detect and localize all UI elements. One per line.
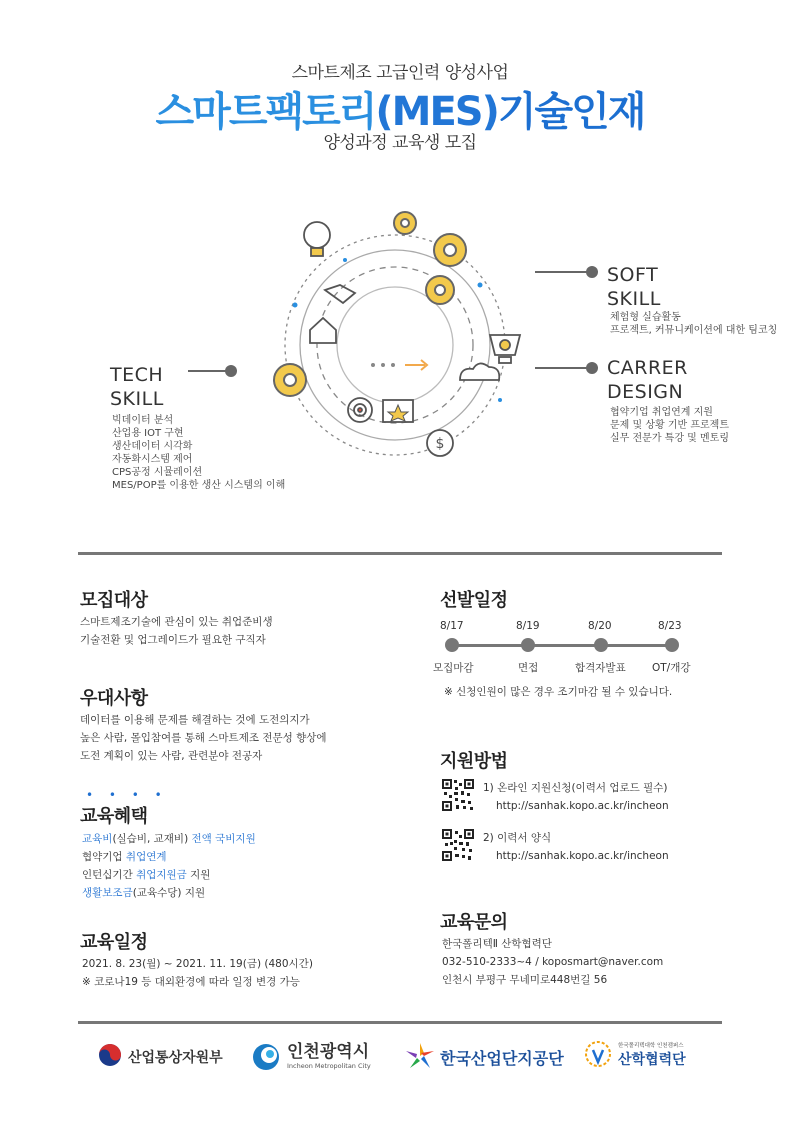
soft-skill-head-line2: SKILL (607, 288, 661, 310)
inquiry-title: 교육문의 (440, 912, 508, 933)
timeline-label: OT/개강 (652, 662, 691, 674)
benefit-text: (실습비, 교재비) (112, 833, 192, 845)
dollar-coin-icon (427, 430, 453, 456)
logo-polytech-small: 한국폴리텍대학 인천캠퍼스 (618, 1043, 684, 1049)
timeline-dot (521, 638, 535, 652)
logo-polytech (618, 1041, 686, 1069)
career-head-line2: DESIGN (607, 381, 684, 403)
preference-title: 우대사항 (80, 688, 148, 709)
recruit-line: 스마트제조기술에 관심이 있는 취업준비생 (80, 616, 273, 628)
subtitle: 스마트제조 고급인력 양성사업 (291, 63, 509, 83)
career-head-line1: CARRER (607, 357, 688, 379)
benefit-highlight: 생활보조금 (82, 887, 133, 899)
monitor-icon (383, 400, 413, 422)
timeline-label: 합격자발표 (575, 662, 626, 674)
soft-skill-head-line1: SOFT (607, 264, 659, 286)
timeline-date: 8/20 (588, 620, 612, 632)
kicox-logo-icon (404, 1041, 436, 1071)
preference-line: 데이터를 이용해 문제를 해결하는 것에 도전의지가 (80, 714, 310, 726)
dots-arrow-icon (371, 360, 427, 370)
title-part-2: (MES) (375, 89, 498, 135)
benefits-dots: • • • • (86, 788, 168, 802)
benefit-text: 지원 (186, 869, 211, 881)
career-design-list (610, 406, 729, 445)
benefits-title: 교육혜택 (80, 806, 148, 827)
timeline-line (452, 644, 672, 647)
edu-schedule-line: 2021. 8. 23(월) ~ 2021. 11. 19(금) (480시간) (82, 958, 313, 970)
tech-skill-heading (110, 363, 164, 411)
timeline-date: 8/23 (658, 620, 682, 632)
logo-polytech-main: 산학협력단 (618, 1052, 686, 1068)
inquiry-line: 032-510-2333~4 / koposmart@naver.com (442, 956, 664, 968)
benefit-highlight: 교육비 (82, 833, 113, 845)
svg-text:$: $ (435, 436, 445, 452)
apply-title: 지원방법 (440, 751, 508, 772)
polytech-logo-icon (583, 1040, 613, 1072)
trophy-icon (490, 335, 520, 363)
inquiry-text (442, 935, 663, 989)
cloud-icon (460, 363, 499, 380)
timeline-dot (665, 638, 679, 652)
benefit-highlight: 전액 국비지원 (191, 833, 256, 845)
taegeuk-logo-icon (98, 1043, 122, 1067)
qr-code-icon (441, 828, 475, 862)
house-icon (310, 318, 336, 343)
edu-schedule-title: 교육일정 (80, 932, 148, 953)
recruit-title: 모집대상 (80, 590, 148, 611)
apply-item-1 (483, 779, 669, 815)
incheon-logo-icon (252, 1043, 280, 1071)
logo-motie: 산업통상자원부 (128, 1050, 223, 1066)
tech-skill-head-line2: SKILL (110, 388, 164, 410)
divider-bottom (78, 1021, 722, 1024)
light-bulb-icon (304, 222, 330, 256)
preference-line: 높은 사람, 몰입참여를 통해 스마트제조 전문성 향상에 (80, 732, 327, 744)
edu-schedule-text (82, 955, 313, 991)
career-design-heading (607, 356, 688, 404)
inquiry-line: 한국폴리텍Ⅱ 산학협력단 (442, 938, 552, 950)
list-item: 체험형 실습활동 (610, 312, 681, 323)
logo-kicox: 한국산업단지공단 (440, 1049, 564, 1068)
tech-connector-line (188, 370, 228, 372)
selection-title: 선발일정 (440, 590, 508, 611)
list-item: 실무 전문가 특강 및 멘토링 (610, 433, 729, 444)
logo-incheon-en: Incheon Metropolitan City (287, 1062, 371, 1070)
recruit-line: 기술전환 및 업그레이드가 필요한 구직자 (80, 634, 266, 646)
soft-connector-dot (586, 266, 598, 278)
tech-connector-dot (225, 365, 237, 377)
timeline-label: 모집마감 (433, 662, 474, 674)
benefit-line (82, 884, 256, 902)
inquiry-line: 인천시 부평구 무네미로448번길 56 (442, 974, 608, 986)
timeline-label: 면접 (518, 662, 539, 674)
list-item: CPS공정 시뮬레이션 (112, 467, 203, 478)
handshake-icon (325, 285, 355, 303)
tech-skill-head-line1: TECH (110, 364, 164, 386)
soft-connector-line (535, 271, 590, 273)
timeline-dot (594, 638, 608, 652)
benefit-text: 협약기업 (82, 851, 126, 863)
apply-item-2 (483, 829, 669, 865)
timeline-date: 8/17 (440, 620, 464, 632)
soft-skill-heading (607, 263, 661, 311)
list-item: MES/POP를 이용한 생산 시스템의 이해 (112, 480, 286, 491)
list-item: 협약기업 취업연계 지원 (610, 407, 713, 418)
benefit-line (82, 848, 256, 866)
selection-note: ※ 신청인원이 많은 경우 조기마감 될 수 있습니다. (444, 686, 673, 698)
edu-schedule-line: ※ 코로나19 등 대외환경에 따라 일정 변경 가능 (82, 976, 300, 988)
list-item: 프로젝트, 커뮤니케이션에 대한 팀코칭 (610, 325, 778, 336)
benefit-line (82, 830, 256, 848)
benefit-highlight: 취업연계 (125, 851, 167, 863)
list-item: 산업용 IOT 구현 (112, 428, 184, 439)
benefit-highlight: 취업지원금 (136, 869, 187, 881)
career-connector-line (535, 367, 590, 369)
apply-item-label: 2) 이력서 양식 (483, 832, 552, 844)
course-title: 양성과정 교육생 모집 (323, 133, 477, 153)
soft-skill-list (610, 311, 777, 337)
benefit-line (82, 866, 256, 884)
tech-skill-list (112, 414, 285, 492)
benefit-text: 인턴십기간 (82, 869, 137, 881)
apply-url-link[interactable]: http://sanhak.kopo.ac.kr/incheon (496, 850, 669, 862)
preference-text (80, 711, 327, 765)
title-part-1: 스마트팩토리 (155, 89, 376, 135)
benefits-text (82, 830, 256, 902)
qr-code-icon (441, 778, 475, 812)
list-item: 문제 및 상황 기반 프로젝트 (610, 420, 729, 431)
logo-incheon (287, 1043, 371, 1070)
divider-top (78, 552, 722, 555)
preference-line: 도전 계획이 있는 사람, 관련분야 전공자 (80, 750, 263, 762)
logo-incheon-kr: 인천광역시 (287, 1042, 370, 1062)
apply-url-link[interactable]: http://sanhak.kopo.ac.kr/incheon (496, 800, 669, 812)
apply-item-label: 1) 온라인 지원신청(이력서 업로드 필수) (483, 782, 668, 794)
benefit-text: (교육수당) 지원 (132, 887, 206, 899)
career-connector-dot (586, 362, 598, 374)
timeline-date: 8/19 (516, 620, 540, 632)
timeline-dot (445, 638, 459, 652)
title-part-3: 기술인재 (497, 89, 645, 135)
list-item: 자동화시스템 제어 (112, 454, 193, 465)
list-item: 생산데이터 시각화 (112, 441, 193, 452)
smart-factory-illustration (255, 205, 535, 475)
recruit-text (80, 613, 273, 649)
list-item: 빅데이터 분석 (112, 415, 174, 426)
